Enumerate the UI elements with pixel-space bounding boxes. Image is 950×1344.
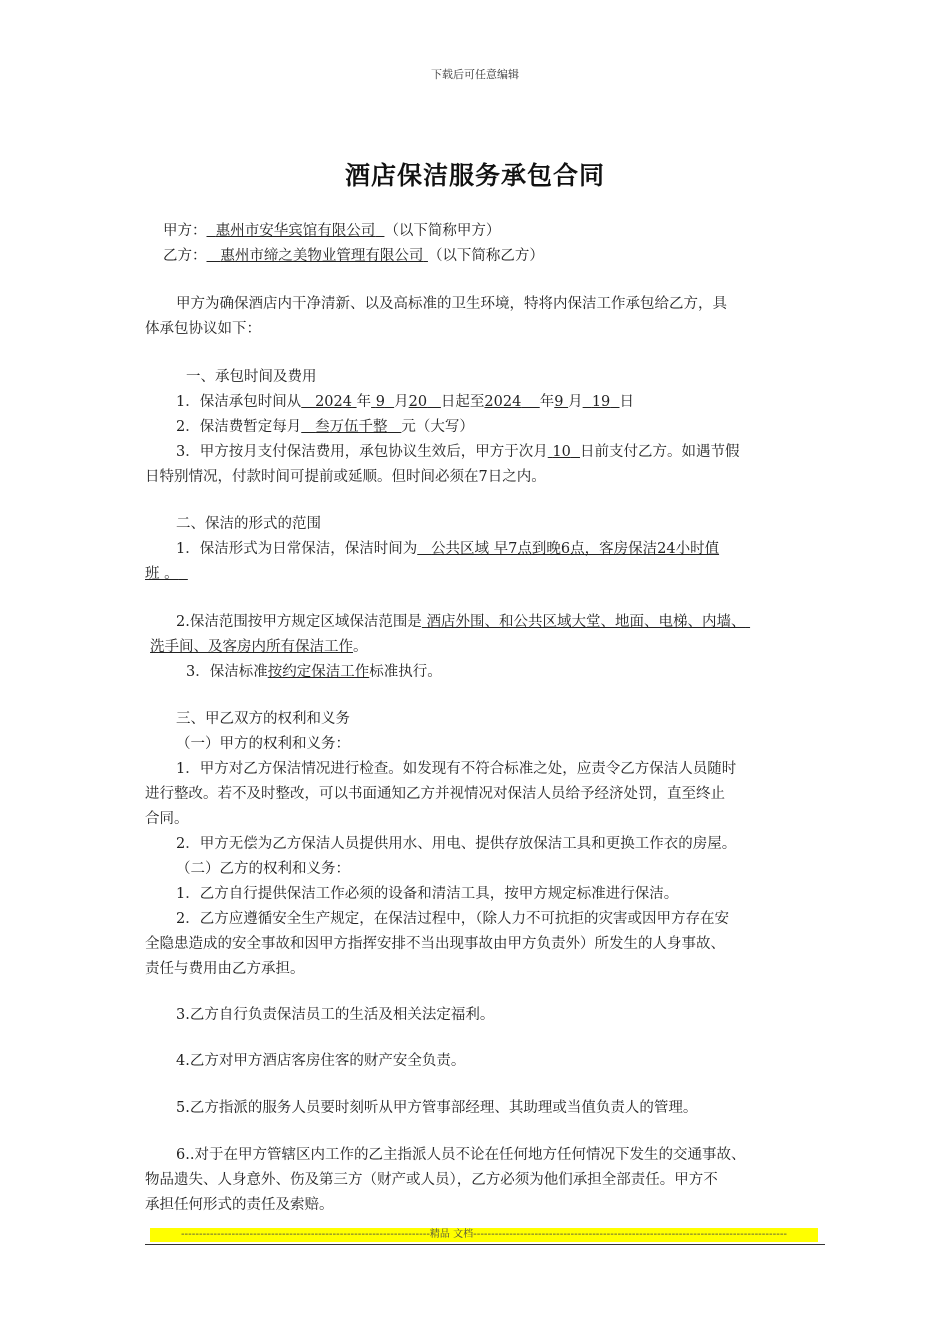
party-a-label: 甲方： [163,223,207,239]
fee-amount: 叁万伍千整 [315,419,388,435]
party-a-rights-heading: （一）甲方的权利和义务： [176,736,350,752]
party-b-line [163,244,544,269]
end-month: 9 [554,394,564,410]
s3-a1-line-2: 进行整改。若不及时整改，可以书面通知乙方并视情况对保洁人员给予经济处罚，直至终止 [145,786,725,802]
party-a-suffix: （以下简称甲方） [384,223,501,239]
start-year: 2024 [315,394,352,410]
s3-a1-line-3: 合同。 [145,811,189,827]
s2-item-3: 3．保洁标准按约定保洁工作标准执行。 [186,664,442,680]
s3-b2-line-2: 全隐患造成的安全事故和因甲方指挥安排不当出现事故由甲方负责外）所发生的人身事故、 [145,936,725,952]
cleaning-hours: 公共区域 早7点到晚6点，客房保洁24小时值 [431,541,720,557]
section-3-heading: 三、甲乙双方的权利和义务 [176,711,350,727]
s3-b1: 1．乙方自行提供保洁工作必须的设备和清洁工具，按甲方规定标准进行保洁。 [176,886,679,902]
end-year: 2024 [484,394,522,410]
s3-b5: 5.乙方指派的服务人员要时刻听从甲方管事部经理、其助理或当值负责人的管理。 [176,1100,698,1116]
party-b-suffix: （以下简称乙方） [427,248,544,264]
s3-a1-line-1: 1．甲方对乙方保洁情况进行检查。如发现有不符合标准之处，应责令乙方保洁人员随时 [176,761,737,777]
section-2-heading: 二、保洁的形式的范围 [176,516,321,532]
s3-a2: 2．甲方无偿为乙方保洁人员提供用水、用电、提供存放保洁工具和更换工作衣的房屋。 [176,836,737,852]
footer-banner: ---------------------------------------------------------------------精品 文档--------------------------------------------------------------------------------------- [150,1228,818,1242]
s3-b2-line-1: 2．乙方应遵循安全生产规定，在保洁过程中，（除人力不可抗拒的灾害或因甲方存在安 [176,911,729,927]
s1-item-1: 1．保洁承包时间从 2024 年 9 月20 日起至2024 年9 月 19 日 [176,394,634,410]
s2-item-2-cont: 洗手间、及客房内所有保洁工作。 [150,639,368,655]
party-b-rights-heading: （二）乙方的权利和义务： [176,861,350,877]
section-1-heading: 一、承包时间及费用 [186,369,317,385]
end-day: 19 [591,394,611,410]
start-day: 20 [408,394,428,410]
s2-item-1-cont: 班 。 [145,566,179,582]
s1-item-2: 2．保洁费暂定每月 叁万伍千整 元（大写） [176,419,474,435]
party-b-name: 惠州市缔之美物业管理有限公司 [220,248,424,264]
document-title: 酒店保洁服务承包合同 [344,161,605,190]
s1-item-3: 3．甲方按月支付保洁费用，承包协议生效后，甲方于次月 10 日前支付乙方。如遇节假 [176,444,740,460]
s3-b6-line-3: 承担任何形式的责任及索赔。 [145,1197,334,1213]
start-month: 9 [375,394,385,410]
intro-line-2: 体承包协议如下： [145,321,261,337]
header-note: 下载后可任意编辑 [431,68,519,81]
party-a-name: 惠州市安华宾馆有限公司 [215,223,376,239]
s2-item-1: 1．保洁形式为日常保洁，保洁时间为 公共区域 早7点到晚6点，客房保洁24小时值 [176,541,720,557]
s3-b2-line-3: 责任与费用由乙方承担。 [145,961,305,977]
s3-b6-line-1: 6..对于在甲方管辖区内工作的乙主指派人员不论在任何地方任何情况下发生的交通事故、 [176,1147,746,1163]
s3-b6-line-2: 物品遗失、人身意外、伤及第三方（财产或人员），乙方必须为他们承担全部责任。甲方不 [145,1172,718,1188]
s3-b4: 4.乙方对甲方酒店客房住客的财产安全负责。 [176,1053,466,1069]
party-a-line [163,219,500,244]
s2-item-2: 2.保洁范围按甲方规定区域保洁范围是 酒店外围、和公共区域大堂、地面、电梯、内墙、 [176,614,746,630]
s3-b3: 3.乙方自行负责保洁员工的生活及相关法定福利。 [176,1007,495,1023]
cleaning-standard: 按约定保洁工作 [267,664,370,680]
footer-divider [145,1244,825,1245]
payment-day: 10 [552,444,571,460]
intro-line-1: 甲方为确保酒店内干净清新、以及高标准的卫生环境，特将内保洁工作承包给乙方，具 [176,296,727,312]
s1-item-3-cont: 日特别情况，付款时间可提前或延顺。但时间必须在7日之内。 [145,469,546,485]
cleaning-scope: 酒店外围、和公共区域大堂、地面、电梯、内墙、 [426,614,746,630]
party-b-label: 乙方： [163,248,207,264]
